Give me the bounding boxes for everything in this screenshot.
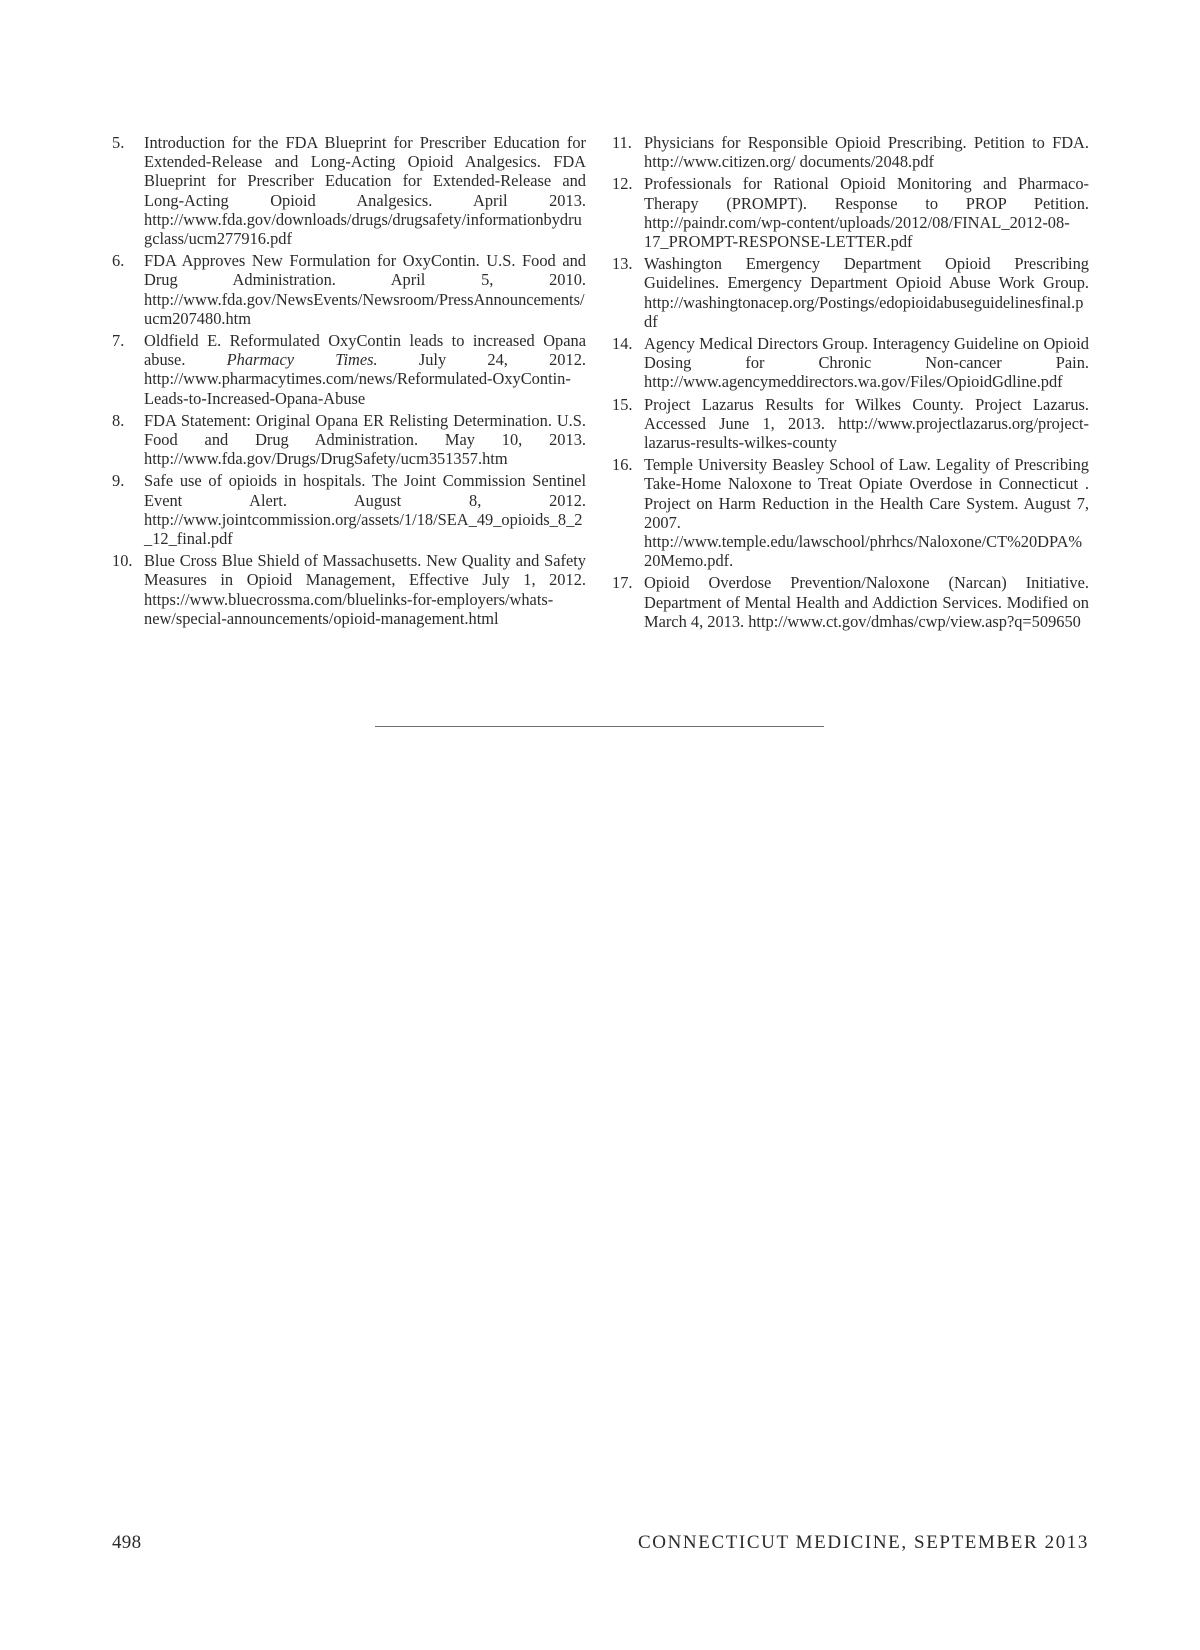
reference-12 xyxy=(612,174,1089,251)
reference-number: 17. xyxy=(612,573,633,593)
reference-9 xyxy=(112,471,586,548)
running-footer-title: CONNECTICUT MEDICINE, SEPTEMBER 2013 xyxy=(638,1532,1089,1553)
reference-number: 9. xyxy=(112,471,125,491)
reference-text: Agency Medical Directors Group. Interagency Guideline on Opioid Dosing for Chronic Non-cancer Pain. http://www.agencymeddirectors.wa.gov/Files/OpioidGdline.pdf xyxy=(644,334,1089,392)
reference-text-part: Oldfield E. Reformulated OxyContin leads to increased Opana abuse. xyxy=(144,331,586,370)
journal-title: Pharmacy Times. xyxy=(226,350,378,370)
reference-number: 16. xyxy=(612,455,633,475)
reference-number: 10. xyxy=(112,551,133,571)
section-divider xyxy=(375,726,824,727)
reference-text-part: July 24, 2012. http://www.pharmacytimes.com/news/Reformulated-OxyContin-Leads-to-Increased-Opana-Abuse xyxy=(144,350,586,408)
reference-text: Washington Emergency Department Opioid Prescribing Guidelines. Emergency Department Opioid Abuse Work Group. http://washingtonacep.org/Postings/edopioidabuseguidelinesfinal.pdf xyxy=(644,254,1089,331)
reference-number: 15. xyxy=(612,394,633,414)
reference-number: 7. xyxy=(112,331,125,351)
reference-11 xyxy=(612,133,1089,171)
references-left-column xyxy=(112,133,586,631)
reference-number: 8. xyxy=(112,410,125,430)
reference-text: Blue Cross Blue Shield of Massachusetts. New Quality and Safety Measures in Opioid Management, Effective July 1, 2012. https://www.bluecrossma.com/bluelinks-for-employers/whats-new/special-announcements/opioid-management.html xyxy=(144,551,586,628)
reference-text: FDA Statement: Original Opana ER Relisting Determination. U.S. Food and Drug Administration. May 10, 2013. http://www.fda.gov/Drugs/DrugSafety/ucm351357.htm xyxy=(144,410,586,469)
reference-number: 13. xyxy=(612,254,633,274)
reference-number: 5. xyxy=(112,133,125,152)
reference-16 xyxy=(612,455,1089,570)
reference-number: 11. xyxy=(612,133,632,152)
reference-number: 14. xyxy=(612,334,633,354)
reference-text: Physicians for Responsible Opioid Prescribing. Petition to FDA. http://www.citizen.org/ documents/2048.pdf xyxy=(644,133,1089,172)
reference-8 xyxy=(112,411,586,469)
reference-text: Opioid Overdose Prevention/Naloxone (Narcan) Initiative. Department of Mental Health and Addiction Services. Modified on March 4, 2013. http://www.ct.gov/dmhas/cwp/view.asp?q=509650 xyxy=(644,573,1089,631)
reference-6 xyxy=(112,251,586,328)
reference-text: Introduction for the FDA Blueprint for Prescriber Education for Extended-Release and Long-Acting Opioid Analgesics. FDA Blueprint for Prescriber Education for Extended-Release and Long-Acting Opioid Analgesics. April 2013. http://www.fda.gov/downloads/drugs/drugsafety/informationbydrugclass/ucm277916.pdf xyxy=(144,133,586,249)
reference-number: 6. xyxy=(112,251,125,271)
reference-5 xyxy=(112,133,586,248)
reference-text: Project Lazarus Results for Wilkes County. Project Lazarus. Accessed June 1, 2013. http://www.projectlazarus.org/project-lazarus-results-wilkes-county xyxy=(644,394,1089,453)
references-right-column xyxy=(612,133,1089,634)
reference-13 xyxy=(612,254,1089,331)
reference-17 xyxy=(612,573,1089,631)
reference-number: 12. xyxy=(612,174,633,194)
reference-text: Temple University Beasley School of Law. Legality of Prescribing Take-Home Naloxone to Treat Opiate Overdose in Connecticut . Project on Harm Reduction in the Health Care System. August 7, 2007. http://www.temple.edu/lawschool/phrhcs/Naloxone/CT%20DPA%20Memo.pdf. xyxy=(644,455,1089,571)
reference-15 xyxy=(612,395,1089,453)
reference-text: Safe use of opioids in hospitals. The Joint Commission Sentinel Event Alert. August 8, 2012. http://www.jointcommission.org/assets/1/18/SEA_49_opioids_8_2_12_final.pdf xyxy=(144,471,586,549)
reference-7 xyxy=(112,331,586,408)
reference-text xyxy=(144,331,586,408)
reference-text: FDA Approves New Formulation for OxyContin. U.S. Food and Drug Administration. April 5, 2010. http://www.fda.gov/NewsEvents/Newsroom/PressAnnouncements/ucm207480.htm xyxy=(144,251,586,328)
reference-14 xyxy=(612,334,1089,392)
reference-10 xyxy=(112,551,586,628)
reference-text: Professionals for Rational Opioid Monitoring and Pharmaco-Therapy (PROMPT). Response to PROP Petition. http://paindr.com/wp-content/uploads/2012/08/FINAL_2012-08-17_PROMPT-RESPONSE-LETTER.pdf xyxy=(644,174,1089,252)
page-number: 498 xyxy=(112,1532,142,1553)
